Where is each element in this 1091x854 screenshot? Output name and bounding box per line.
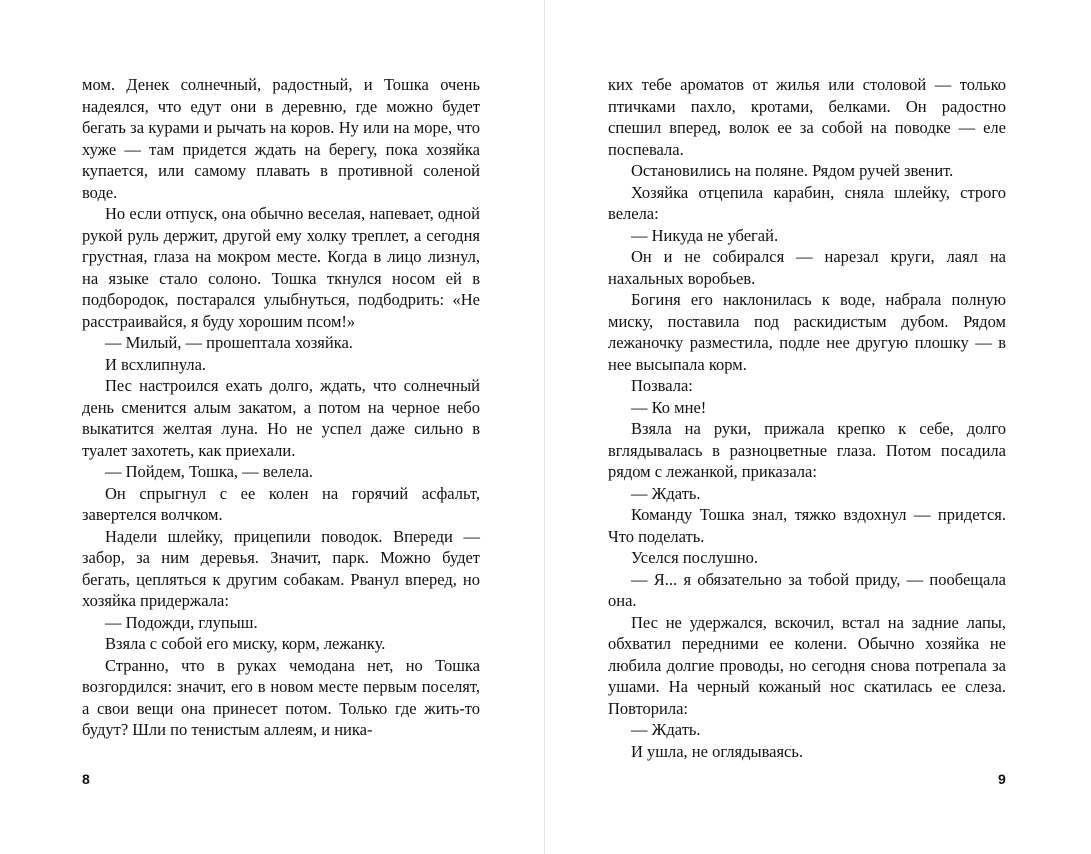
paragraph: Позвала: [631,376,693,395]
left-page-text [82,74,480,741]
paragraph: — Я... я обязательно за тобой приду, — пообещала она. [608,569,1006,610]
page-number: 9 [998,771,1006,787]
paragraph: Пес настроился ехать долго, ждать, что солнечный день сменится алым закатом, а потом на черное небо выкатится желтая луна. Но не успел даже сильно в туалет захотеть, как приехали. [82,376,480,460]
page-gutter-divider [544,0,545,854]
paragraph: Надели шлейку, прицепили поводок. Впереди — забор, за ним деревья. Значит, парк. Можно будет бегать, цепляться к другим собакам. Рванул вперед, но хозяйка придержала: [82,526,480,610]
paragraph: И всхлипнула. [105,354,207,374]
paragraph: — Пойдем, Тошка, — велела. [105,462,314,481]
paragraph: Он спрыгнул с ее колен на горячий асфальт, завертелся волчком. [82,483,480,524]
paragraph: — Ждать. [631,720,701,739]
paragraph: Но если отпуск, она обычно веселая, напевает, одной рукой руль держит, другой ему холку треплет, а сегодня грустная, глаза на мокром месте. Когда в лицо лизнул, на языке стало солоно. Тошка ткнулся носом ей в подбородок, постарался улыбнуться, подбодрить: «Не расстраивайся, я буду хорошим псом!» [82,204,480,331]
paragraph: Взяла на руки, прижала крепко к себе, долго вглядывалась в разноцветные глаза. Потом посадила рядом с лежанкой, приказала: [608,419,1006,481]
paragraph: Уселся послушно. [631,548,759,567]
right-page [546,0,1091,854]
paragraph: — Никуда не убегай. [631,225,779,245]
paragraph: ких тебе ароматов от жилья или столовой — только птичками пахло, кротами, белками. Он радостно спешил вперед, волок ее за собой на поводке — еле поспевала. [608,75,1006,159]
paragraph: Остановились на поляне. Рядом ручей звенит. [631,161,954,180]
paragraph: И ушла, не оглядываясь. [631,741,804,761]
paragraph: Команду Тошка знал, тяжко вздохнул — придется. Что поделать. [608,505,1006,546]
paragraph: Пес не удержался, вскочил, встал на задние лапы, обхватил передними ее колени. Обычно хозяйка не любила долгие проводы, но сегодня снова потрепала за ушами. На черный кожаный нос скатилась ее слеза. Повторила: [608,612,1006,718]
paragraph: — Ждать. [631,483,701,503]
paragraph: Хозяйка отцепила карабин, сняла шлейку, строго велела: [608,182,1006,223]
paragraph: Взяла с собой его миску, корм, лежанку. [105,634,386,653]
paragraph: — Милый, — прошептала хозяйка. [105,333,353,352]
right-page-text [608,74,1006,762]
paragraph: Странно, что в руках чемодана нет, но Тошка возгордился: значит, его в новом месте первым поселят, а свои вещи она принесет потом. Только где жить-то будут? Шли по тенистым аллеям, и ника- [82,655,480,739]
paragraph: Богиня его наклонилась к воде, набрала полную миску, поставила под раскидистым дубом. Рядом лежаночку разместила, подле нее другую плошку — в нее высыпала корм. [608,290,1006,374]
paragraph: Он и не собирался — нарезал круги, лаял на нахальных воробьев. [608,247,1006,288]
paragraph: — Подожди, глупыш. [105,612,258,632]
page-number: 8 [82,771,90,787]
paragraph: — Ко мне! [631,397,707,417]
paragraph: мом. Денек солнечный, радостный, и Тошка очень надеялся, что едут они в деревню, где можно будет бегать за курами и рычать на коров. Ну или на море, что хуже — там придется ждать на берегу, пока хозяйка купается, или самому плавать в противной соленой воде. [82,75,480,202]
left-page [0,0,545,854]
